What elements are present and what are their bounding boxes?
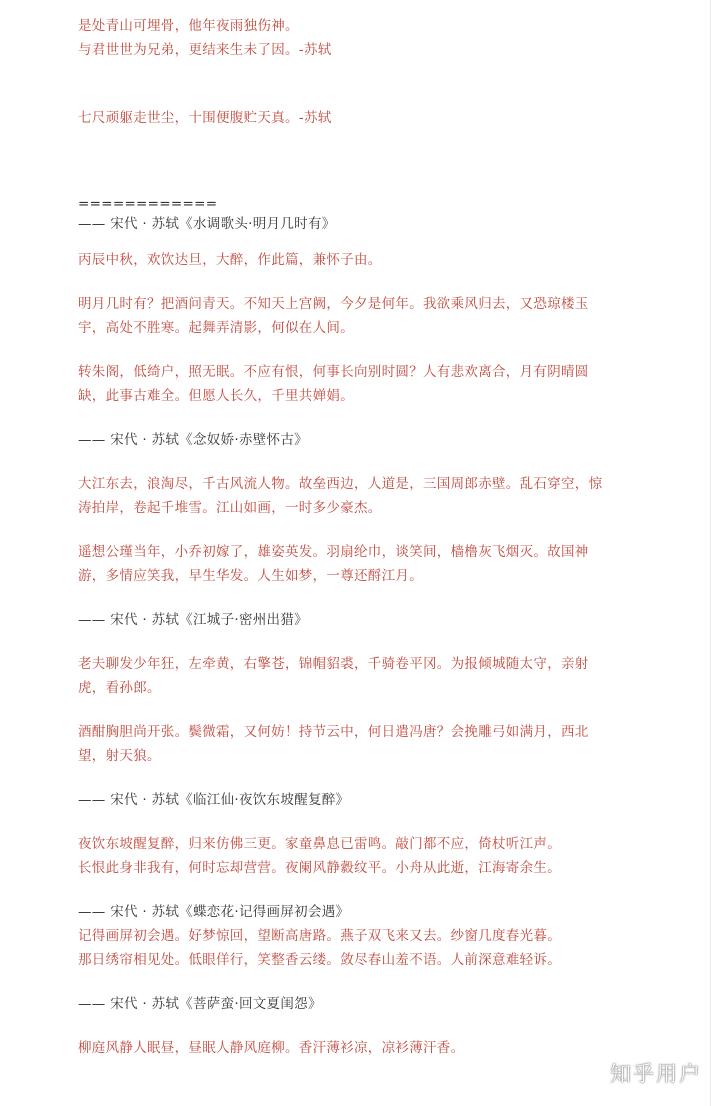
poem-title: —— 宋代 · 苏轼《菩萨蛮·回文夏闺怨》 xyxy=(78,996,322,1012)
poem-line: 七尺顽躯走世尘，十围便腹贮天真。-苏轼 xyxy=(78,110,332,126)
zhihu-user-watermark: 知乎用户 xyxy=(610,1062,702,1086)
poem-line: 转朱阁，低绮户，照无眠。不应有恨，何事长向别时圆？人有悲欢离合，月有阴晴圆 xyxy=(78,364,589,380)
poem-line: 酒酣胸胆尚开张。鬓微霜，又何妨！持节云中，何日遣冯唐？会挽雕弓如满月，西北 xyxy=(78,724,589,740)
poem-line: 宇，高处不胜寒。起舞弄清影，何似在人间。 xyxy=(78,320,354,336)
poem-line: 明月几时有？把酒问青天。不知天上宫阙，今夕是何年。我欲乘风归去，又恐琼楼玉 xyxy=(78,296,589,312)
poem-line: 虎，看孙郎。 xyxy=(78,680,161,696)
poem-title: —— 宋代 · 苏轼《蝶恋花·记得画屏初会遇》 xyxy=(78,904,350,920)
poem-line: 夜饮东坡醒复醉，归来仿佛三更。家童鼻息已雷鸣。敲门都不应，倚杖听江声。 xyxy=(78,836,561,852)
poem-line: 遥想公瑾当年，小乔初嫁了，雄姿英发。羽扇纶巾，谈笑间，樯橹灰飞烟灭。故国神 xyxy=(78,544,589,560)
poem-line: 与君世世为兄弟，更结来生未了因。-苏轼 xyxy=(78,42,332,58)
poem-line: 那日绣帘相见处。低眼佯行，笑整香云缕。敛尽春山羞不语。人前深意难轻诉。 xyxy=(78,952,561,968)
poem-line: 是处青山可埋骨，他年夜雨独伤神。 xyxy=(78,18,299,34)
poem-title: —— 宋代 · 苏轼《江城子·密州出猎》 xyxy=(78,612,308,628)
poem-line: 记得画屏初会遇。好梦惊回，望断高唐路。燕子双飞来又去。纱窗几度春光暮。 xyxy=(78,928,561,944)
poem-preface: 丙辰中秋，欢饮达旦，大醉，作此篇，兼怀子由。 xyxy=(78,252,382,268)
poem-line: 长恨此身非我有，何时忘却营营。夜阑风静縠纹平。小舟从此逝，江海寄余生。 xyxy=(78,860,561,876)
poem-title: —— 宋代 · 苏轼《念奴娇·赤壁怀古》 xyxy=(78,432,308,448)
poem-line: 大江东去，浪淘尽，千古风流人物。故垒西边，人道是，三国周郎赤壁。乱石穿空，惊 xyxy=(78,476,603,492)
poem-line: 老夫聊发少年狂，左牵黄，右擎苍，锦帽貂裘，千骑卷平冈。为报倾城随太守，亲射 xyxy=(78,656,589,672)
poem-line: 缺，此事古难全。但愿人长久，千里共婵娟。 xyxy=(78,388,354,404)
poem-line: 游，多情应笑我，早生华发。人生如梦，一尊还酹江月。 xyxy=(78,568,423,584)
article-body xyxy=(78,14,628,1060)
poem-title: —— 宋代 · 苏轼《临江仙·夜饮东坡醒复醉》 xyxy=(78,792,350,808)
separator-line: ============ xyxy=(78,196,218,212)
poem-line: 柳庭风静人眠昼，昼眠人静风庭柳。香汗薄衫凉，凉衫薄汗香。 xyxy=(78,1040,465,1056)
poem-line: 望，射天狼。 xyxy=(78,748,161,764)
poem-title: —— 宋代 · 苏轼《水调歌头·明月几时有》 xyxy=(78,216,336,232)
page-edge-divider xyxy=(710,0,711,1106)
poem-line: 涛拍岸，卷起千堆雪。江山如画，一时多少豪杰。 xyxy=(78,500,382,516)
